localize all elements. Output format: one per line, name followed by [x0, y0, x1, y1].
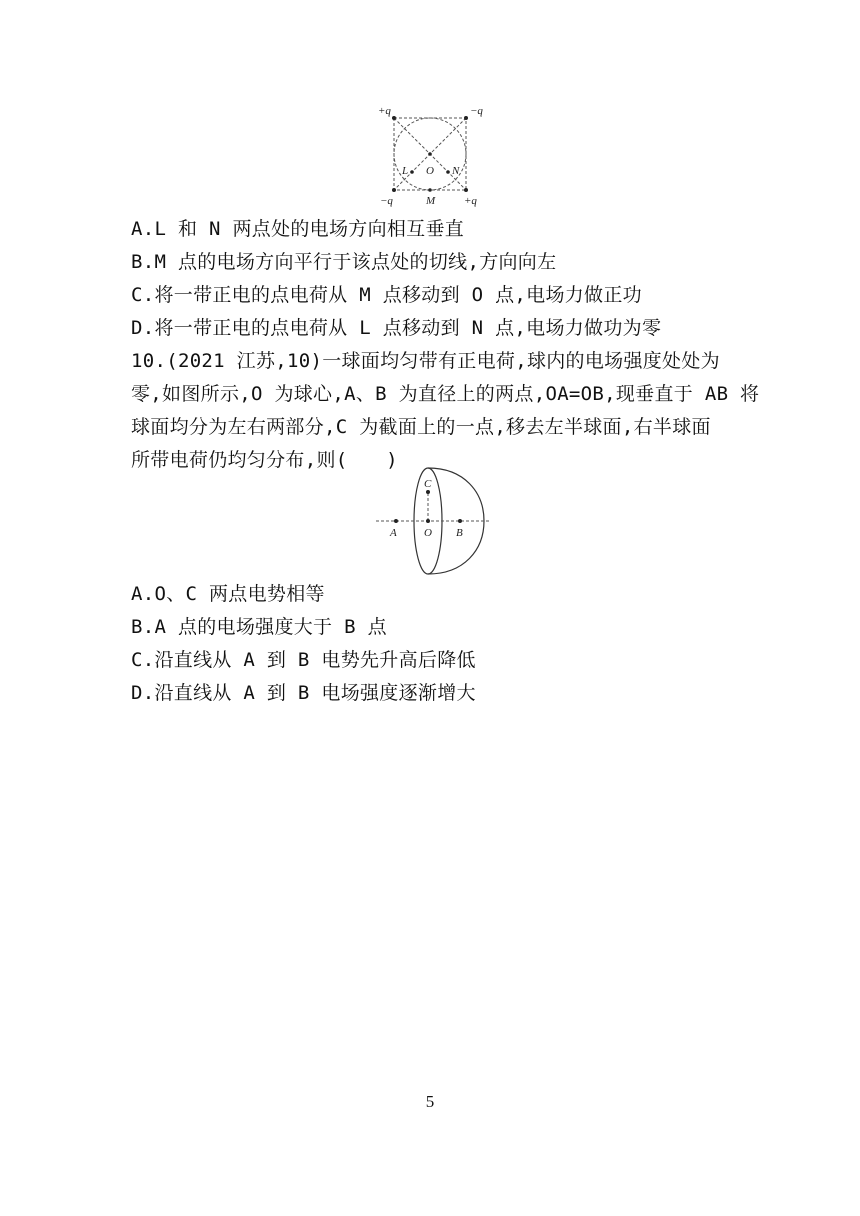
q10-option-d: D.沿直线从 A 到 B 电场强度逐渐增大: [131, 682, 476, 704]
label-L: L: [402, 165, 409, 177]
figure-square-charges: [372, 102, 492, 210]
label-N: N: [452, 165, 460, 177]
label-top-left-charge: +q: [378, 105, 391, 117]
q10-stem-line-1: 10.(2021 江苏,10)一球面均匀带有正电荷,球内的电场强度处处为: [131, 350, 720, 372]
label-bottom-left-charge: −q: [380, 195, 393, 207]
figure-hemisphere: [372, 462, 494, 582]
page-number: 5: [425, 1092, 435, 1111]
q10-option-a: A.O、C 两点电势相等: [131, 583, 325, 605]
q9-option-a: A.L 和 N 两点处的电场方向相互垂直: [131, 218, 465, 240]
q10-option-b: B.A 点的电场强度大于 B 点: [131, 616, 387, 638]
label-O-center: O: [424, 527, 432, 539]
label-O: O: [426, 165, 434, 177]
label-bottom-right-charge: +q: [464, 195, 477, 207]
label-C: C: [424, 478, 432, 490]
label-A: A: [390, 527, 397, 539]
q10-stem-line-3: 球面均分为左右两部分,C 为截面上的一点,移去左半球面,右半球面: [131, 416, 711, 438]
q9-option-b: B.M 点的电场方向平行于该点处的切线,方向向左: [131, 251, 557, 273]
label-M: M: [426, 195, 436, 207]
q9-option-d: D.将一带正电的点电荷从 L 点移动到 N 点,电场力做功为零: [131, 317, 662, 339]
q9-option-c: C.将一带正电的点电荷从 M 点移动到 O 点,电场力做正功: [131, 284, 642, 306]
q10-stem-line-4: 所带电荷仍均匀分布,则( ): [131, 449, 398, 471]
label-top-right-charge: −q: [470, 105, 483, 117]
label-B: B: [456, 527, 463, 539]
q10-stem-line-2: 零,如图所示,O 为球心,A、B 为直径上的两点,OA=OB,现垂直于 AB 将: [131, 383, 760, 405]
q10-option-c: C.沿直线从 A 到 B 电势先升高后降低: [131, 649, 476, 671]
